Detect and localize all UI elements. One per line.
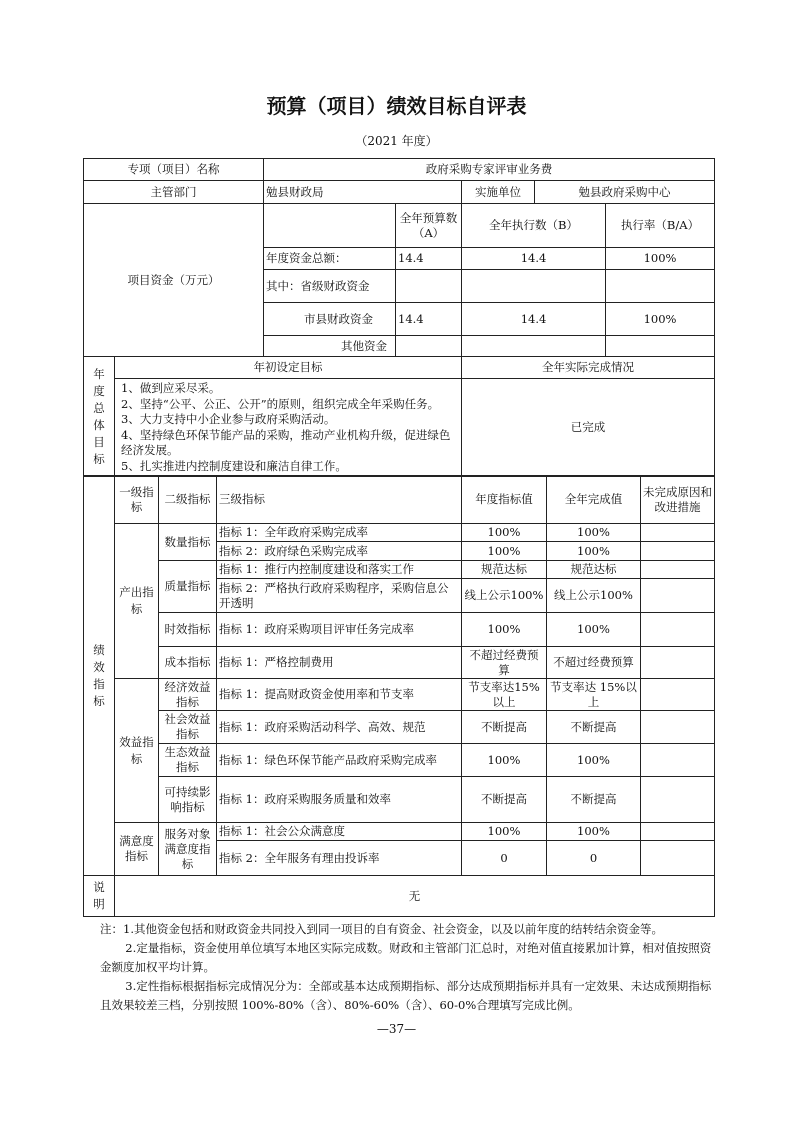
header-l1: 一级指标 xyxy=(115,476,159,524)
fund-exec xyxy=(462,336,606,357)
fund-rate xyxy=(606,270,715,303)
indicator-name: 指标 1：社会公众满意度 xyxy=(217,823,462,841)
goals-list xyxy=(115,379,462,477)
l1-benefit: 效益指标 xyxy=(115,679,159,823)
indicator-target: 100% xyxy=(462,542,547,561)
indicator-target: 100% xyxy=(462,744,547,777)
goals-set-header: 年初设定目标 xyxy=(115,357,462,379)
indicator-name: 指标 2：全年服务有理由投诉率 xyxy=(217,841,462,876)
unit-label: 实施单位 xyxy=(462,181,535,204)
l1-satisfaction: 满意度指标 xyxy=(115,823,159,876)
funds-label: 项目资金（万元） xyxy=(84,204,264,357)
indicator-name: 指标 2：严格执行政府采购程序，采购信息公开透明 xyxy=(217,579,462,613)
year-label: （2021 年度） xyxy=(355,134,438,148)
remark-label: 说明 xyxy=(84,876,115,917)
goal-item: 4、坚持绿色环保节能产品的采购，推动产业机构升级，促进绿色经济发展。 xyxy=(121,427,451,457)
indicator-target: 100% xyxy=(462,823,547,841)
fund-row-label: 其他资金 xyxy=(264,336,396,357)
indicator-target: 节支率达15%以上 xyxy=(462,679,547,711)
l2-quality: 质量指标 xyxy=(159,561,217,613)
basic-info-table xyxy=(83,158,715,357)
dept-value: 勉县财政局 xyxy=(264,181,462,204)
l2-eco: 生态效益指标 xyxy=(159,744,217,777)
indicator-target: 100% xyxy=(462,524,547,542)
project-name-value: 政府采购专家评审业务费 xyxy=(264,159,715,181)
l2-sustain: 可持续影响指标 xyxy=(159,777,217,823)
indicator-target: 0 xyxy=(462,841,547,876)
goals-side-label: 年度总体目标 xyxy=(84,357,115,477)
fund-exec xyxy=(462,270,606,303)
fund-exec: 14.4 xyxy=(462,248,606,270)
fund-rate: 100% xyxy=(606,248,715,270)
page-title: 预算（项目）绩效目标自评表 xyxy=(266,94,527,118)
indicator-name: 指标 1：政府采购服务质量和效率 xyxy=(217,777,462,823)
indicator-actual: 线上公示100% xyxy=(547,579,641,613)
header-l3: 三级指标 xyxy=(217,476,462,524)
indicator-actual: 100% xyxy=(547,823,641,841)
indicator-name: 指标 1：政府采购项目评审任务完成率 xyxy=(217,613,462,647)
header-l2: 二级指标 xyxy=(159,476,217,524)
fund-budget: 14.4 xyxy=(396,303,462,336)
col-exec: 全年执行数（B） xyxy=(462,204,606,248)
goal-item: 5、扎实推进内控制度建设和廉洁自律工作。 xyxy=(121,458,347,473)
header-target: 年度指标值 xyxy=(462,476,547,524)
remark-table xyxy=(83,875,715,917)
goal-item: 2、坚持“公平、公正、公开”的原则，组织完成全年采购任务。 xyxy=(121,396,440,411)
remark-value: 无 xyxy=(115,876,715,917)
notes xyxy=(100,920,720,1015)
goal-item: 1、做到应采尽采。 xyxy=(121,381,221,395)
indicator-actual: 100% xyxy=(547,744,641,777)
l2-social: 社会效益指标 xyxy=(159,711,217,744)
l2-cost: 成本指标 xyxy=(159,647,217,679)
indicator-actual: 节支率达 15%以上 xyxy=(547,679,641,711)
indicator-name: 指标 2：政府绿色采购完成率 xyxy=(217,542,462,561)
indicator-name: 指标 1：严格控制费用 xyxy=(217,647,462,679)
indicator-name: 指标 1：提高财政资金使用率和节支率 xyxy=(217,679,462,711)
fund-row-label: 市县财政资金 xyxy=(264,303,396,336)
indicator-name: 指标 1：绿色环保节能产品政府采购完成率 xyxy=(217,744,462,777)
indicator-actual: 100% xyxy=(547,542,641,561)
fund-budget xyxy=(396,336,462,357)
indicator-actual: 规范达标 xyxy=(547,561,641,579)
project-name-label: 专项（项目）名称 xyxy=(84,159,264,181)
indicators-table xyxy=(83,475,715,876)
col-rate: 执行率（B/A） xyxy=(606,204,715,248)
l2-time: 时效指标 xyxy=(159,613,217,647)
indicator-target: 线上公示100% xyxy=(462,579,547,613)
fund-budget xyxy=(396,270,462,303)
goals-actual-header: 全年实际完成情况 xyxy=(462,357,715,379)
indicator-target: 不断提高 xyxy=(462,711,547,744)
l2-service: 服务对象满意度指标 xyxy=(159,823,217,876)
goals-table xyxy=(83,356,715,477)
header-actual: 全年完成值 xyxy=(547,476,641,524)
goals-actual-value: 已完成 xyxy=(462,379,715,477)
fund-rate: 100% xyxy=(606,303,715,336)
l2-quantity: 数量指标 xyxy=(159,524,217,561)
indicator-target: 不断提高 xyxy=(462,777,547,823)
indicators-side-label: 绩效指标 xyxy=(84,476,115,876)
indicator-target: 不超过经费预算 xyxy=(462,647,547,679)
indicator-target: 规范达标 xyxy=(462,561,547,579)
indicator-name: 指标 1：全年政府采购完成率 xyxy=(217,524,462,542)
fund-budget: 14.4 xyxy=(396,248,462,270)
note-item: 注：1.其他资金包括和财政资金共同投入到同一项目的自有资金、社会资金，以及以前年度的结转结余资金等。 xyxy=(100,922,663,936)
indicator-name: 指标 1：推行内控制度建设和落实工作 xyxy=(217,561,462,579)
indicator-actual: 100% xyxy=(547,524,641,542)
indicator-target: 100% xyxy=(462,613,547,647)
goal-item: 3、大力支持中小企业参与政府采购活动。 xyxy=(121,412,336,426)
unit-value: 勉县政府采购中心 xyxy=(535,181,715,204)
indicator-actual: 不超过经费预算 xyxy=(547,647,641,679)
indicator-actual: 0 xyxy=(547,841,641,876)
l1-output: 产出指标 xyxy=(115,524,159,679)
note-item: 2.定量指标，资金使用单位填写本地区实际完成数。财政和主管部门汇总时，对绝对值直接累加计算，相对值按照资金额度加权平均计算。 xyxy=(100,941,712,974)
indicator-name: 指标 1：政府采购活动科学、高效、规范 xyxy=(217,711,462,744)
indicator-actual: 不断提高 xyxy=(547,711,641,744)
indicator-actual: 不断提高 xyxy=(547,777,641,823)
fund-exec: 14.4 xyxy=(462,303,606,336)
fund-row-label: 年度资金总额： xyxy=(264,248,396,270)
indicator-actual: 100% xyxy=(547,613,641,647)
header-reason: 未完成原因和改进措施 xyxy=(641,476,715,524)
fund-rate xyxy=(606,336,715,357)
fund-row-label: 其中：省级财政资金 xyxy=(264,270,396,303)
dept-label: 主管部门 xyxy=(84,181,264,204)
col-budget: 全年预算数（A） xyxy=(396,204,462,248)
l2-economic: 经济效益指标 xyxy=(159,679,217,711)
page-number: —37— xyxy=(376,1022,417,1036)
note-item: 3.定性指标根据指标完成情况分为：全部或基本达成预期指标、部分达成预期指标并具有一定效果、未达成预期指标且效果较差三档，分别按照 100%-80%（含）、80%-60%（含）、60-0%合理填写完成比例。 xyxy=(100,979,712,1012)
